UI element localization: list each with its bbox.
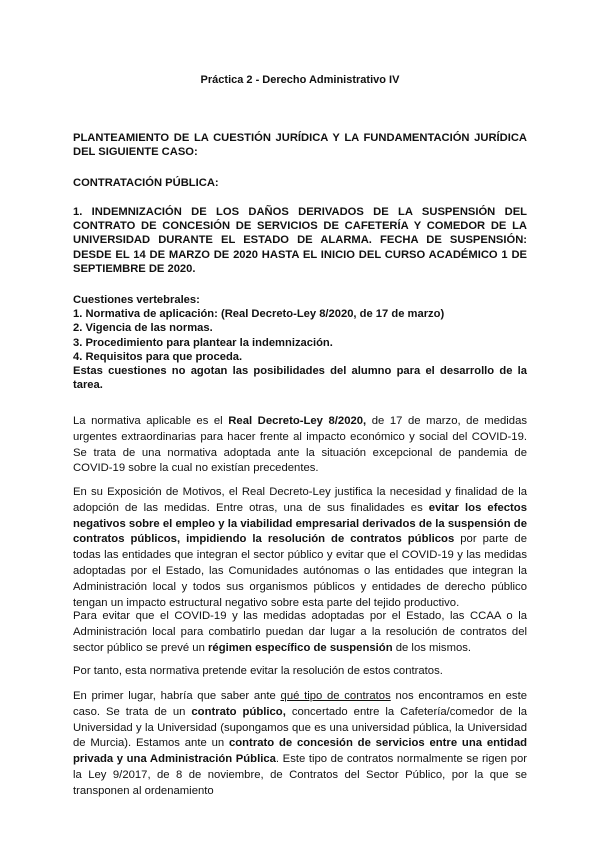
question-item: 4. Requisitos para que proceda. <box>73 350 243 363</box>
paragraph-1: La normativa aplicable es el Real Decreto-Ley 8/2020, de 17 de marzo, de medidas urgentes extraordinarias para hacer frente al impacto económico y social del COVID-19. Se trata de una normativa adoptada ante la situación excepcional de pandemia de COVID-19 sobre la cual no existían precedentes. <box>73 415 527 475</box>
questions-note: Estas cuestiones no agotan las posibilidades del alumno para el desarrollo de la tarea. <box>73 365 527 392</box>
paragraph-3: Para evitar que el COVID-19 y las medidas adoptadas por el Estado, las CCAA o la Administración local para combatirlo puedan dar lugar a la resolución de contratos del sector público se prevé un régimen específico de suspensión de los mismos. <box>73 610 527 654</box>
questions-title: Cuestiones vertebrales: <box>73 294 200 306</box>
question-item: 2. Vigencia de las normas. <box>73 322 213 335</box>
question-item: 3. Procedimiento para plantear la indemnización. <box>73 336 333 349</box>
paragraph-2: En su Exposición de Motivos, el Real Decreto-Ley justifica la necesidad y finalidad de la adopción de las medidas. Entre otras, una de sus finalidades es evitar los efectos negativos sobre el empleo y la viabilidad empresarial derivados de la suspensión de contratos públicos, impidiendo la resolución de contratos públicos por parte de todas las entidades que integran el sector público y evitar que el COVID-19 y las medidas adoptadas por el Estado, las Comunidades autónomas o las entidades que integran la Administración local y todos sus organismos públicos y entidades de derecho público tengan un impacto estructural negativo sobre esta parte del tejido productivo. <box>73 486 527 609</box>
heading-planteamiento: PLANTEAMIENTO DE LA CUESTIÓN JURÍDICA Y LA FUNDAMENTACIÓN JURÍDICA DEL SIGUIENTE CASO: <box>73 132 527 159</box>
paragraph-4: Por tanto, esta normativa pretende evitar la resolución de estos contratos. <box>73 665 443 677</box>
paragraph-5: En primer lugar, habría que saber ante qué tipo de contratos nos encontramos en este caso. Se trata de un contrato público, concertado entre la Cafetería/comedor de la Universidad y la Universidad (supongamos que es una universidad pública, la Universidad de Murcia). Estamos ante un contrato de concesión de servicios entre una entidad privada y una Administración Pública. Este tipo de contratos normalmente se rigen por la Ley 9/2017, de 8 de noviembre, de Contratos del Sector Público, por la que se transponen al ordenamiento <box>73 690 528 797</box>
questions-block <box>73 293 527 392</box>
page-header: Práctica 2 - Derecho Administrativo IV <box>200 74 400 86</box>
question-item: 1. Normativa de aplicación: (Real Decreto-Ley 8/2020, de 17 de marzo) <box>73 308 445 321</box>
heading-contratacion: CONTRATACIÓN PÚBLICA: <box>73 177 219 189</box>
heading-case: 1. INDEMNIZACIÓN DE LOS DAÑOS DERIVADOS DE LA SUSPENSIÓN DEL CONTRATO DE CONCESIÓN DE SERVICIOS DE CAFETERÍA Y COMEDOR DE LA UNIVERSIDAD DURANTE EL ESTADO DE ALARMA. FECHA DE SUSPENSIÓN: DESDE EL 14 DE MARZO DE 2020 HASTA EL INICIO DEL CURSO ACADÉMICO 1 DE SEPTIEMBRE DE 2020. <box>73 206 527 275</box>
